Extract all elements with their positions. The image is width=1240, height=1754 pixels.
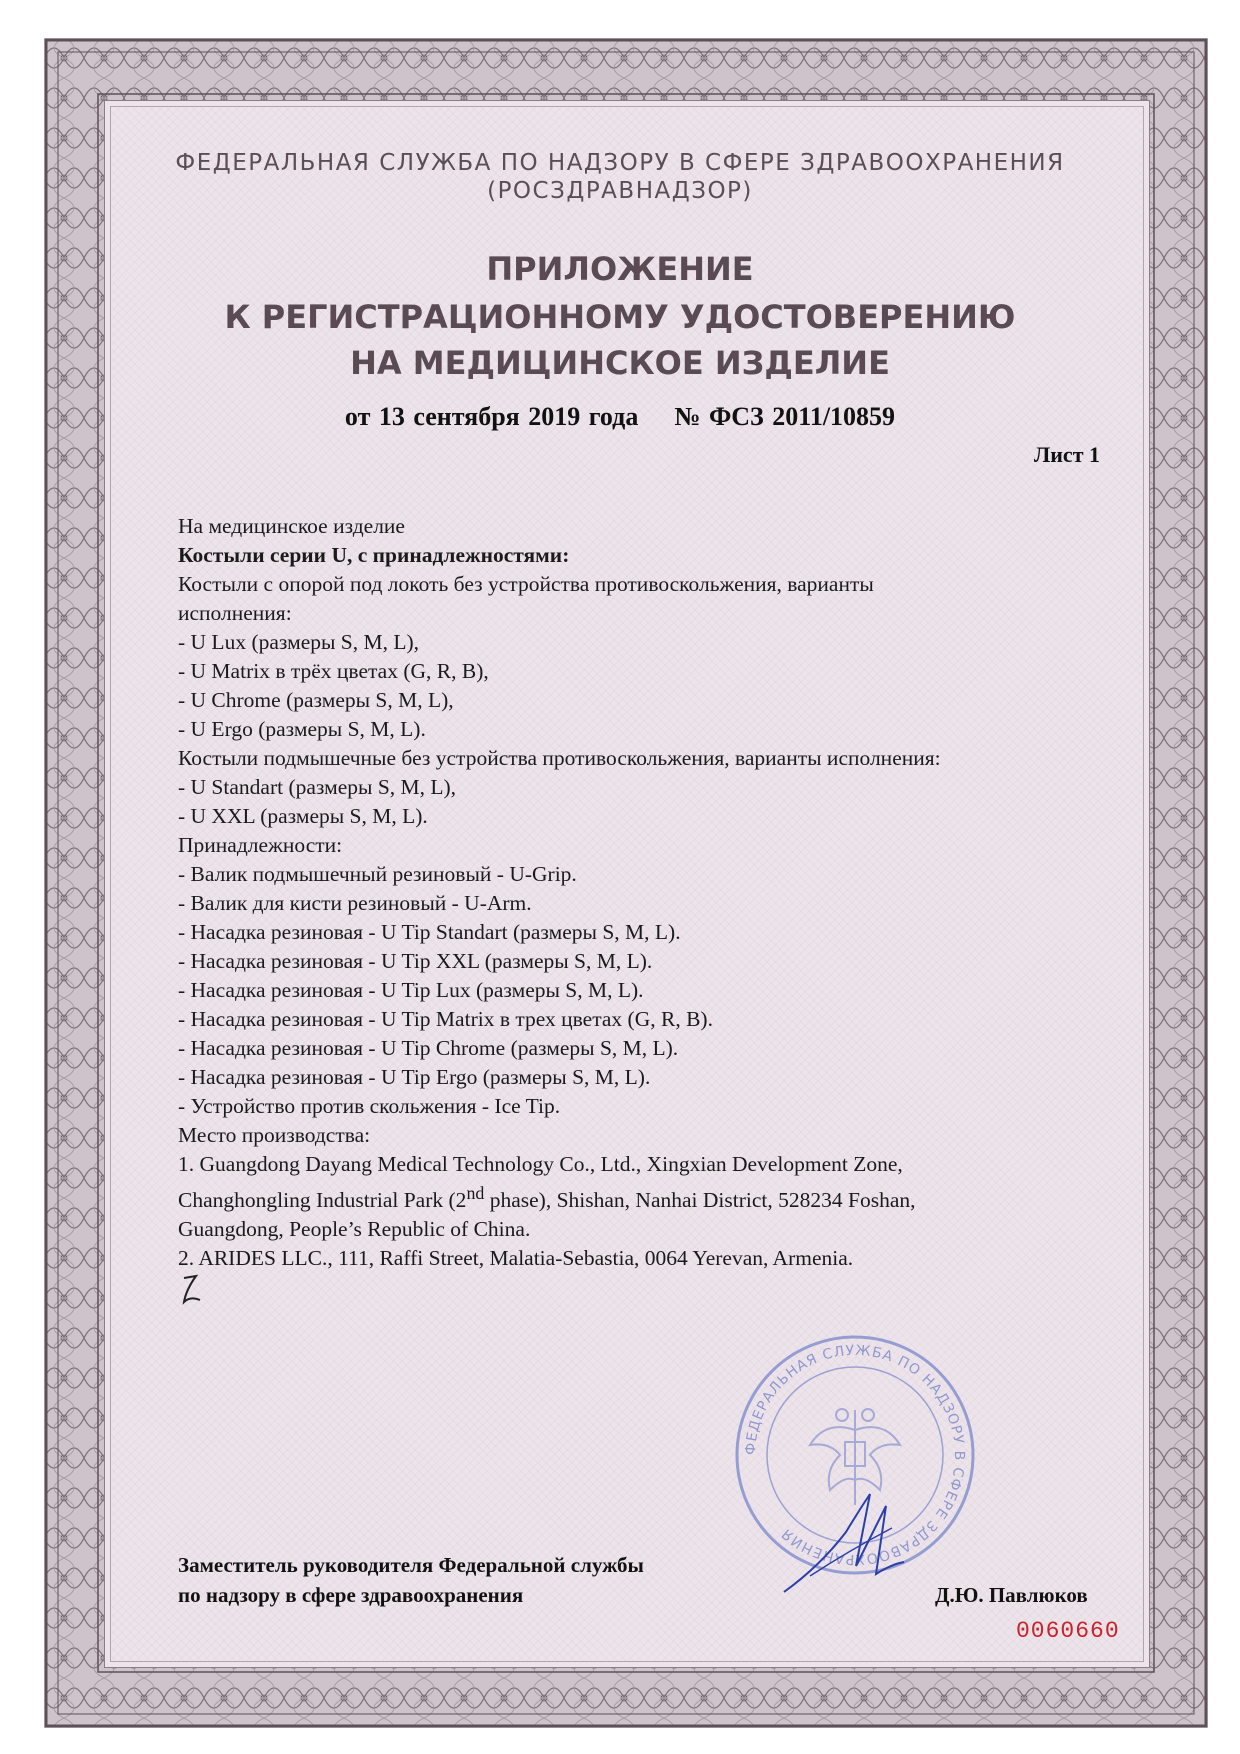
form-serial-number: 0060660 [1016, 1618, 1120, 1644]
production-site-1-line1: 1. Guangdong Dayang Medical Technology Co., Ltd., Xingxian Development Zone, [178, 1152, 903, 1176]
signatory-name: Д.Ю. Павлюков [935, 1583, 1088, 1607]
production-heading: Место производства: [178, 1123, 371, 1147]
document-title-line1: ПРИЛОЖЕНИЕ [486, 250, 754, 288]
sheet-number: Лист 1 [1033, 442, 1100, 467]
list-item: - Валик подмышечный резиновый - U-Grip. [178, 862, 577, 886]
list-item: - U Matrix в трёх цветах (G, R, B), [178, 659, 489, 683]
signatory-title-line1: Заместитель руководителя Федеральной службы [178, 1553, 644, 1577]
intro-text: На медицинское изделие [178, 514, 405, 538]
list-item: - Насадка резиновая - U Tip Ergo (размеры S, M, L). [178, 1065, 651, 1089]
production-site-2: 2. ARIDES LLC., 111, Raffi Street, Malatia-Sebastia, 0064 Yerevan, Armenia. [178, 1246, 854, 1271]
elbow-crutches-line: Костыли с опорой под локоть без устройства противоскольжения, варианты [178, 572, 874, 596]
registration-dateline [0, 402, 1240, 432]
list-item: - Насадка резиновая - U Tip Lux (размеры S, M, L). [178, 978, 644, 1002]
list-item: - U Lux (размеры S, M, L), [178, 630, 420, 654]
stamp-text: ФЕДЕРАЛЬНАЯ СЛУЖБА ПО НАДЗОРУ В СФЕРЕ ЗДРАВООХРАНЕНИЯ [742, 1342, 968, 1568]
document-title-line2: К РЕГИСТРАЦИОННОМУ УДОСТОВЕРЕНИЮ [224, 298, 1016, 336]
ordinal-suffix: nd [466, 1183, 485, 1203]
registration-number: № ФСЗ 2011/10859 [674, 402, 896, 431]
agency-abbreviation: (РОСЗДРАВНАДЗОР) [487, 178, 753, 204]
accessories-heading: Принадлежности: [178, 833, 343, 857]
list-item: - U Standart (размеры S, M, L), [178, 775, 457, 799]
list-item: - Насадка резиновая - U Tip Chrome (размеры S, M, L). [178, 1036, 679, 1060]
list-item: - Валик для кисти резиновый - U-Arm. [178, 891, 532, 915]
document-title-line3: НА МЕДИЦИНСКОЕ ИЗДЕЛИЕ [350, 344, 890, 382]
list-item: - U XXL (размеры S, M, L). [178, 804, 428, 828]
list-item: - U Chrome (размеры S, M, L), [178, 688, 454, 712]
list-item: - Насадка резиновая - U Tip Matrix в трех цветах (G, R, B). [178, 1007, 713, 1031]
agency-name: ФЕДЕРАЛЬНАЯ СЛУЖБА ПО НАДЗОРУ В СФЕРЕ ЗДРАВООХРАНЕНИЯ [175, 150, 1065, 176]
production-site-1-line3: Guangdong, People’s Republic of China. [178, 1217, 531, 1242]
list-item: - Насадка резиновая - U Tip Standart (размеры S, M, L). [178, 920, 681, 944]
site-address-part: phase), Shishan, Nanhai District, 528234 Foshan, [484, 1188, 916, 1213]
axillary-crutches-line: Костыли подмышечные без устройства противоскольжения, варианты исполнения: [178, 746, 941, 770]
production-site-1-line2 [178, 1179, 1098, 1215]
product-name: Костыли серии U, с принадлежностями: [178, 543, 570, 567]
registration-date: от 13 сентября 2019 года [344, 402, 639, 431]
list-item: - Насадка резиновая - U Tip XXL (размеры S, M, L). [178, 949, 653, 973]
handwritten-page-mark [178, 1270, 208, 1310]
signatory-title-line2: по надзору в сфере здравоохранения [178, 1583, 524, 1607]
list-item: - Устройство против скольжения - Ice Tip. [178, 1094, 561, 1118]
site-address-part: Changhongling Industrial Park (2 [178, 1188, 467, 1213]
elbow-crutches-line-cont: исполнения: [178, 601, 292, 625]
handwritten-signature [780, 1488, 910, 1598]
document-body [178, 512, 1098, 1273]
list-item: - U Ergo (размеры S, M, L). [178, 717, 426, 741]
